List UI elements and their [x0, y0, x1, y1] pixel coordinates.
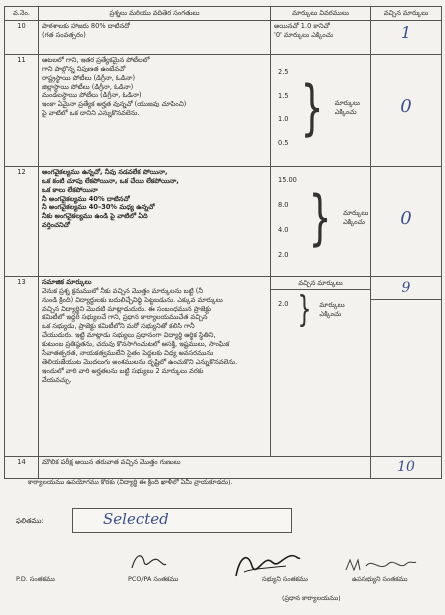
sub-member-signature-note: (ప్రధాన కార్యాలయము) [282, 594, 341, 602]
row11-question [39, 54, 271, 166]
member-signature-label: సభ్యుని సంతకము [262, 575, 308, 583]
row11-line: రాష్ట్రస్థాయి పోటీలు (డిగ్రీనా, ఓడినా) [42, 73, 136, 82]
row12-scale-label1: మార్కులు [343, 209, 369, 217]
row12-marks [271, 166, 371, 276]
row12-awarded: 0 [371, 166, 442, 276]
row12-scale-value: 8.0 [278, 200, 289, 209]
row11-sno: 11 [5, 54, 39, 166]
brace-icon: } [300, 72, 324, 143]
row11-line: గాని పాల్గొన్న నిపుణత ఉంటేవచో [42, 64, 126, 73]
result-value: Selected [103, 510, 169, 528]
row13-question [39, 276, 271, 456]
row10-marks-line2: '0' మార్కులు ఎక్కించు [274, 30, 334, 39]
pco-signature-label: PCO/PA సంతకము [128, 575, 179, 583]
row13-line: కుటుంబ ప్రతిష్ఠతను, చదువు కొనసాగించుటలో ఆసక్తి, ఇష్టములు, సాంఘిక [42, 340, 230, 349]
row13-sno: 13 [5, 276, 39, 456]
row13-marks-header: వచ్చిన మార్కులు [271, 278, 370, 290]
row12-line: నీ అంగవైకల్యము 40% దాటినచో [42, 194, 130, 203]
sub-member-signature-scribble [344, 556, 418, 576]
sub-member-signature-label: ఉపసభ్యుని సంతకము [352, 575, 408, 583]
row12-line: వర్తించనిచో [42, 221, 70, 230]
row11-scale-value: 1.0 [278, 115, 289, 124]
header-sno: వ.నెం. [5, 7, 39, 21]
result-label: ఫలితము: [16, 517, 44, 525]
row14-sno: 14 [5, 456, 39, 478]
row13-line: వచ్చిన విద్యార్థిని మొదటి మాట్లాడుదురు. ఈ సంబంధమున ప్రాజెక్టు [42, 304, 212, 313]
table-row-14 [5, 456, 442, 478]
row11-line: జిల్లాస్థాయి పోటీలు (డిగ్రీనా, ఓడినా) [42, 82, 134, 91]
table-header-row [5, 7, 442, 21]
row13-scale [274, 290, 367, 330]
row13-scale-label1: మార్కులు [319, 300, 345, 309]
row13-line: సేవాతత్పరత, నాయకత్వములేని సైతం పెద్దలకు విధ్య అవసరమును [42, 349, 214, 358]
row11-marks [271, 54, 371, 166]
row11-line: మండలస్థాయి పోటీలు (డిగ్రీనా, ఓడినా) [42, 91, 142, 100]
row12-scale [274, 168, 367, 268]
row11-scale-label2: ఎక్కించు [334, 107, 357, 116]
result-field [72, 508, 292, 533]
row12-sno: 12 [5, 166, 39, 276]
row12-scale-value: 4.0 [278, 225, 289, 234]
row13-line: తెలియజేయుట మొదలుగు అంశములను దృష్టిలో ఉంచుకొని ఎన్నుకొనవలెను. [42, 357, 238, 366]
row13-line: వెనుక ప్రశ్న క్రమములో నీకు వచ్చిన మొత్తం మార్కులను బట్టి (నీ [42, 286, 203, 295]
row11-scale [274, 56, 367, 160]
row13-scale-label2: ఎక్కించు [319, 309, 342, 318]
row10-marks [271, 20, 371, 54]
row11-awarded: 0 [371, 54, 442, 166]
pd-signature-label: P.D. సంతకము [16, 575, 55, 583]
row13-line: ఇందులో వారి వారి అర్హతలను బట్టి సభ్యులు 2 మార్కులు వరకు [42, 366, 204, 375]
row11-scale-value: 0.5 [278, 139, 289, 147]
row13-marks [271, 276, 371, 456]
table-row-11 [5, 54, 442, 166]
row10-sno: 10 [5, 20, 39, 54]
row12-line: అంగవైకల్యము ఉన్నచో, నీవు నడవలేక పోయినా, [42, 167, 168, 176]
row11-scale-label1: మార్కులు [334, 99, 360, 107]
row10-marks-line1: అయినచో 1.0 కానిచో [274, 21, 330, 30]
row12-scale-label2: ఎక్కించు [343, 217, 365, 226]
row13-line: ఒక సభ్యుడు, ప్రాజెక్టు కమిటీలోని మరో సభ్యునితో కలిసి గానీ [42, 322, 195, 331]
office-use-note: కార్యాలయము ఉపయోగము కొరకు (విద్యార్థి ఈ క్రింది ఖాళీలో ఏమీ వ్రాయకూడదు). [28, 478, 233, 486]
header-marks-details: మార్కులు వివరములు [271, 7, 371, 21]
row10-awarded: 1 [371, 20, 442, 54]
row11-scale-value: 1.5 [278, 91, 289, 100]
row12-line: నీ అంగవైకల్యము 40–30% మధ్య ఉన్నచో [42, 203, 155, 212]
brace-icon: } [308, 182, 332, 253]
header-criteria: ప్రశ్నలు మరియు వదితెర సంగతులు [39, 7, 271, 21]
row14-text: మౌలిక పరీక్ష అయిన తరువాత వచ్చిన మొత్తం గుణులు [39, 456, 371, 478]
row12-question [39, 166, 271, 276]
row11-line: ఇంకా ఏమైనా ప్రత్యేక అర్హత వున్నచో (యుజవు చూపించి) [42, 100, 187, 109]
row10-question-line2: (గత సంవత్సరం) [42, 30, 86, 39]
row13-awarded [371, 276, 442, 456]
row13-line: కమిటీలో ఇద్దరి సభ్యులచే గాని, ప్రధాన కార్యాలయముచేత వచ్చిన [42, 313, 208, 322]
row10-question [39, 20, 271, 54]
row11-line: ఆటలలో గాని, ఇతర ప్రత్యేకమైన పోటీలలో [42, 55, 150, 64]
row13-line: చేయుదురు. ఇట్టి మాట్లాడు సభ్యులు ప్రధానంగా విద్యార్థి ఆర్థిక స్థితిని, [42, 331, 216, 340]
row11-scale-value: 2.5 [278, 67, 289, 76]
row13-awarded-value: 9 [371, 278, 441, 300]
header-awarded: వచ్చిన మార్కులు [371, 7, 442, 21]
row14-awarded: 10 [371, 456, 442, 478]
row12-scale-value: 15.00 [278, 175, 297, 184]
marks-table [4, 6, 442, 479]
row12-line: ఒక కాలు లేకపోయినా [42, 185, 98, 194]
row13-line: వేయవచ్చు. [42, 375, 72, 384]
pco-signature-scribble [128, 548, 168, 574]
row13-scale-value: 2.0 [278, 299, 289, 308]
row10-question-line1: పాఠశాలకు హాజరు 80% దాటినదో [42, 21, 131, 30]
row13-line: నుండి క్రింది) విద్యార్థులకు బదులిచ్చేవిధ్ధి పెట్టబడును. ఎక్కువ మార్కులు [42, 295, 223, 304]
table-row-10 [5, 20, 442, 54]
brace-icon: } [297, 288, 311, 330]
row12-line: ఒక కంటి చూపు లేకపోయినా, ఒక చేయి లేకపోయినా, [42, 176, 179, 185]
table-row-12 [5, 166, 442, 276]
row12-line: నీకు అంగవైకల్యము ఉండి పై వాటిలో ఏది [42, 212, 148, 221]
table-row-13 [5, 276, 442, 456]
row13-title: సమాజిక మార్కులు [42, 277, 92, 286]
row12-scale-value: 2.0 [278, 250, 289, 259]
row11-line: పై వాటిలో ఒక దానిని ఎన్నుకొనవలెను. [42, 109, 140, 118]
